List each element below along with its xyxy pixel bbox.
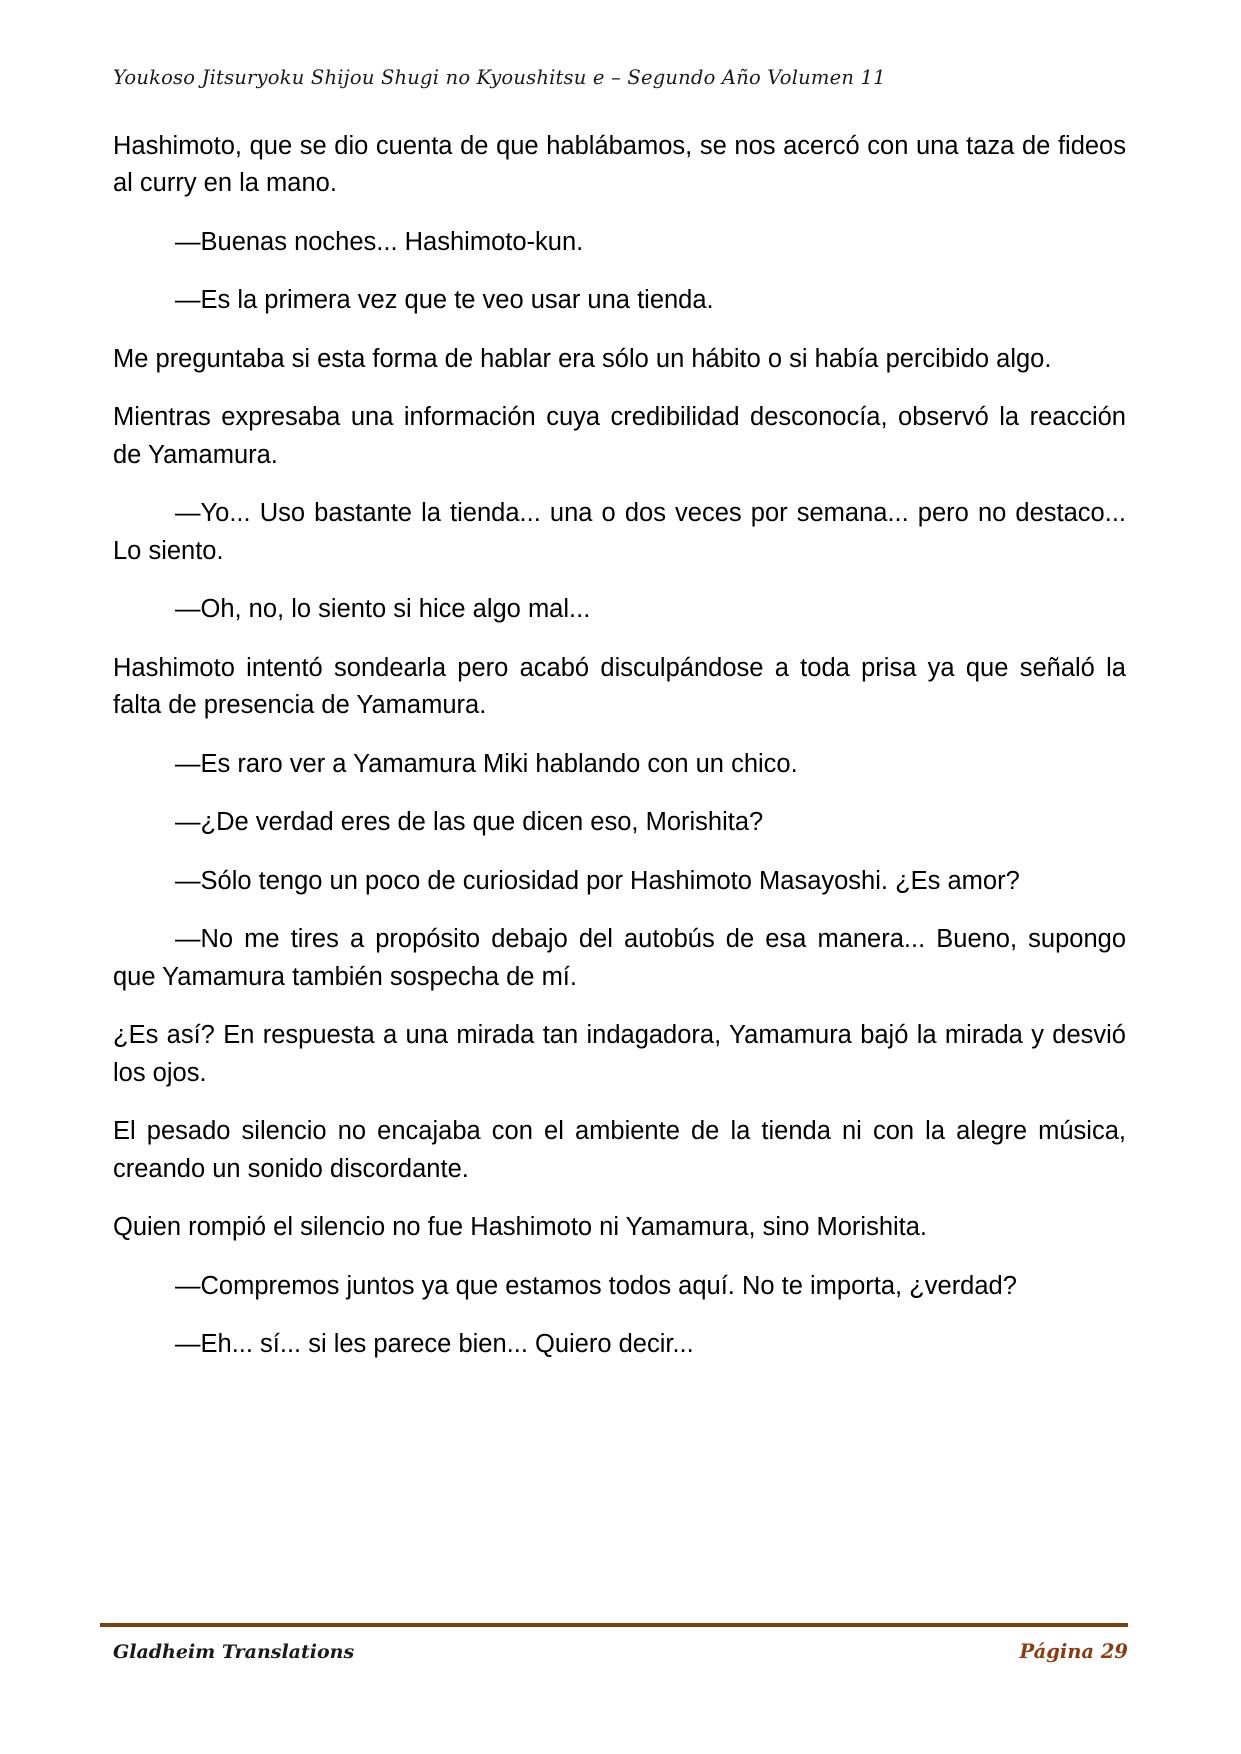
paragraph: Hashimoto, que se dio cuenta de que hablábamos, se nos acercó con una taza de fideos al curry en la mano. xyxy=(113,132,1126,198)
footer-credit: Gladheim Translations xyxy=(113,1641,355,1663)
paragraph: Quien rompió el silencio no fue Hashimoto ni Yamamura, sino Morishita. xyxy=(113,1213,928,1242)
paragraph: —Yo... Uso bastante la tienda... una o dos veces por semana... pero no destaco... Lo siento. xyxy=(113,499,1126,565)
page-number: Página 29 xyxy=(1019,1640,1128,1663)
paragraph: ¿Es así? En respuesta a una mirada tan indagadora, Yamamura bajó la mirada y desvió los ojos. xyxy=(113,1021,1126,1087)
paragraph: —Sólo tengo un poco de curiosidad por Hashimoto Masayoshi. ¿Es amor? xyxy=(175,866,1020,895)
paragraph: El pesado silencio no encajaba con el ambiente de la tienda ni con la alegre música, creando un sonido discordante. xyxy=(113,1117,1126,1183)
page-footer xyxy=(113,1640,1128,1663)
page-header: Youkoso Jitsuryoku Shijou Shugi no Kyoushitsu e – Segundo Año Volumen 11 xyxy=(113,66,886,89)
paragraph: Hashimoto intentó sondearla pero acabó disculpándose a toda prisa ya que señaló la falta de presencia de Yamamura. xyxy=(113,653,1126,720)
paragraph: —Compremos juntos ya que estamos todos aquí. No te importa, ¿verdad? xyxy=(175,1271,1017,1300)
paragraph: Me preguntaba si esta forma de hablar era sólo un hábito o si había percibido algo. xyxy=(113,344,1052,373)
paragraph: —Oh, no, lo siento si hice algo mal... xyxy=(175,595,591,624)
paragraph: —No me tires a propósito debajo del autobús de esa manera... Bueno, supongo que Yamamura también sospecha de mí. xyxy=(113,925,1126,991)
paragraph: —Es la primera vez que te veo usar una tienda. xyxy=(175,286,714,315)
paragraph: —¿De verdad eres de las que dicen eso, Morishita? xyxy=(175,808,764,837)
paragraph: —Eh... sí... si les parece bien... Quiero decir... xyxy=(175,1330,694,1359)
footer-divider xyxy=(100,1623,1128,1627)
paragraph: Mientras expresaba una información cuya credibilidad desconocía, observó la reacción de Yamamura. xyxy=(113,403,1126,469)
paragraph: —Buenas noches... Hashimoto-kun. xyxy=(175,227,584,256)
page-body xyxy=(113,128,1126,1364)
paragraph: —Es raro ver a Yamamura Miki hablando con un chico. xyxy=(175,749,798,778)
